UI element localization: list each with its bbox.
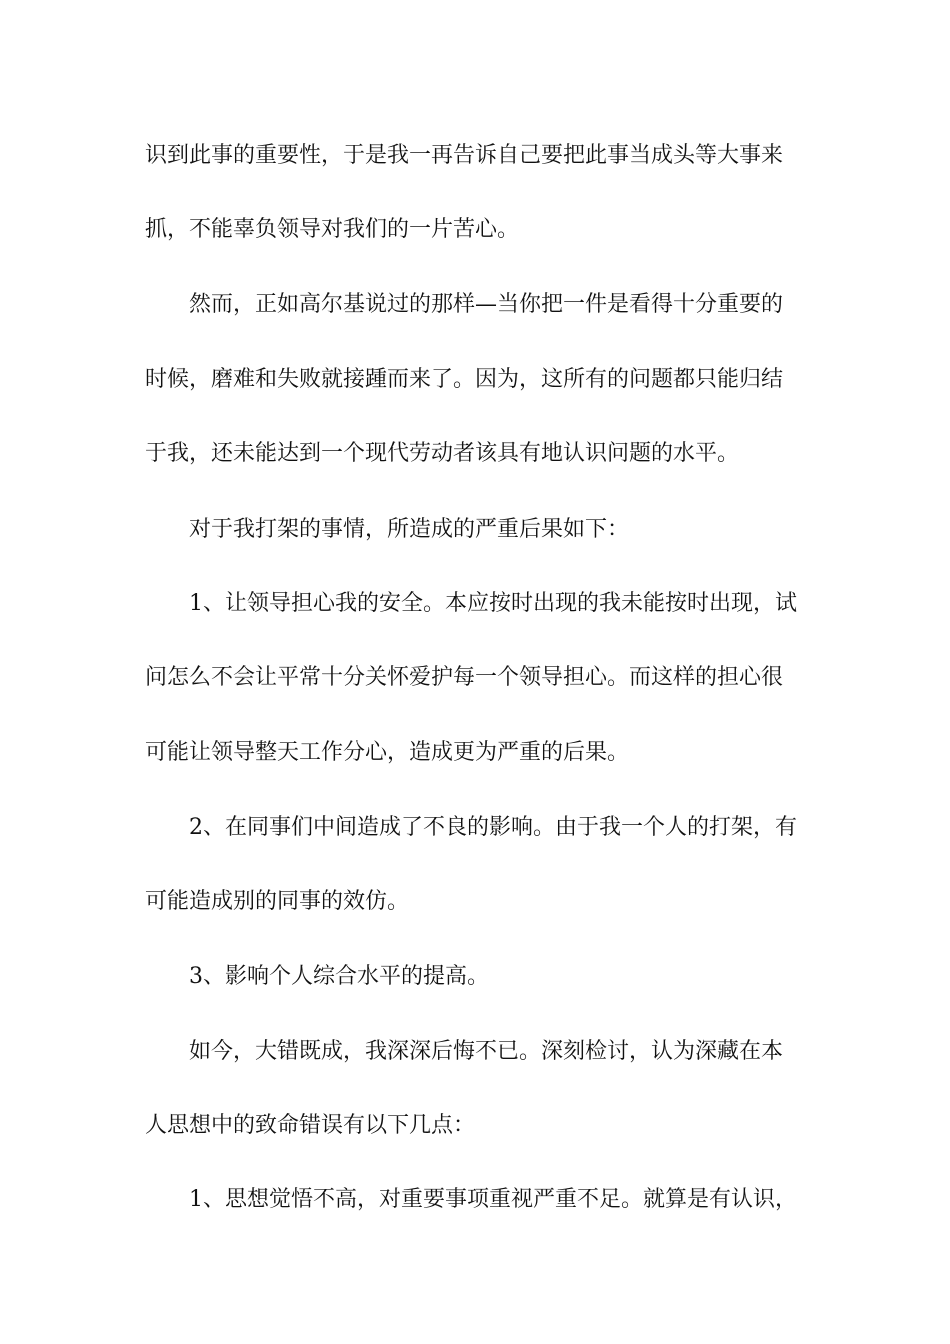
text-line-7: 1、让领导担心我的安全。本应按时出现的我未能按时出现，试 — [189, 591, 797, 616]
text-line-10: 2、在同事们中间造成了不良的影响。由于我一个人的打架，有 — [189, 815, 797, 840]
text-line-9: 可能让领导整天工作分心，造成更为严重的后果。 — [145, 740, 630, 765]
text-line-8: 问怎么不会让平常十分关怀爱护每一个领导担心。而这样的担心很 — [145, 665, 784, 690]
text-line-6: 对于我打架的事情，所造成的严重后果如下： — [189, 517, 630, 542]
text-line-4: 时候，磨难和失败就接踵而来了。因为，这所有的问题都只能归结 — [145, 367, 784, 392]
text-line-15: 1、思想觉悟不高，对重要事项重视严重不足。就算是有认识， — [189, 1187, 797, 1212]
text-line-1: 识到此事的重要性，于是我一再告诉自己要把此事当成头等大事来 — [145, 143, 784, 168]
text-line-13: 如今，大错既成，我深深后悔不已。深刻检讨，认为深藏在本 — [189, 1039, 784, 1064]
text-line-11: 可能造成别的同事的效仿。 — [145, 889, 410, 914]
text-line-3: 然而，正如高尔基说过的那样—当你把一件是看得十分重要的 — [189, 292, 784, 317]
text-line-14: 人思想中的致命错误有以下几点： — [145, 1113, 476, 1138]
text-line-12: 3、影响个人综合水平的提高。 — [189, 964, 489, 989]
text-line-2: 抓，不能辜负领导对我们的一片苦心。 — [145, 217, 520, 242]
text-line-5: 于我，还未能达到一个现代劳动者该具有地认识问题的水平。 — [145, 441, 740, 466]
